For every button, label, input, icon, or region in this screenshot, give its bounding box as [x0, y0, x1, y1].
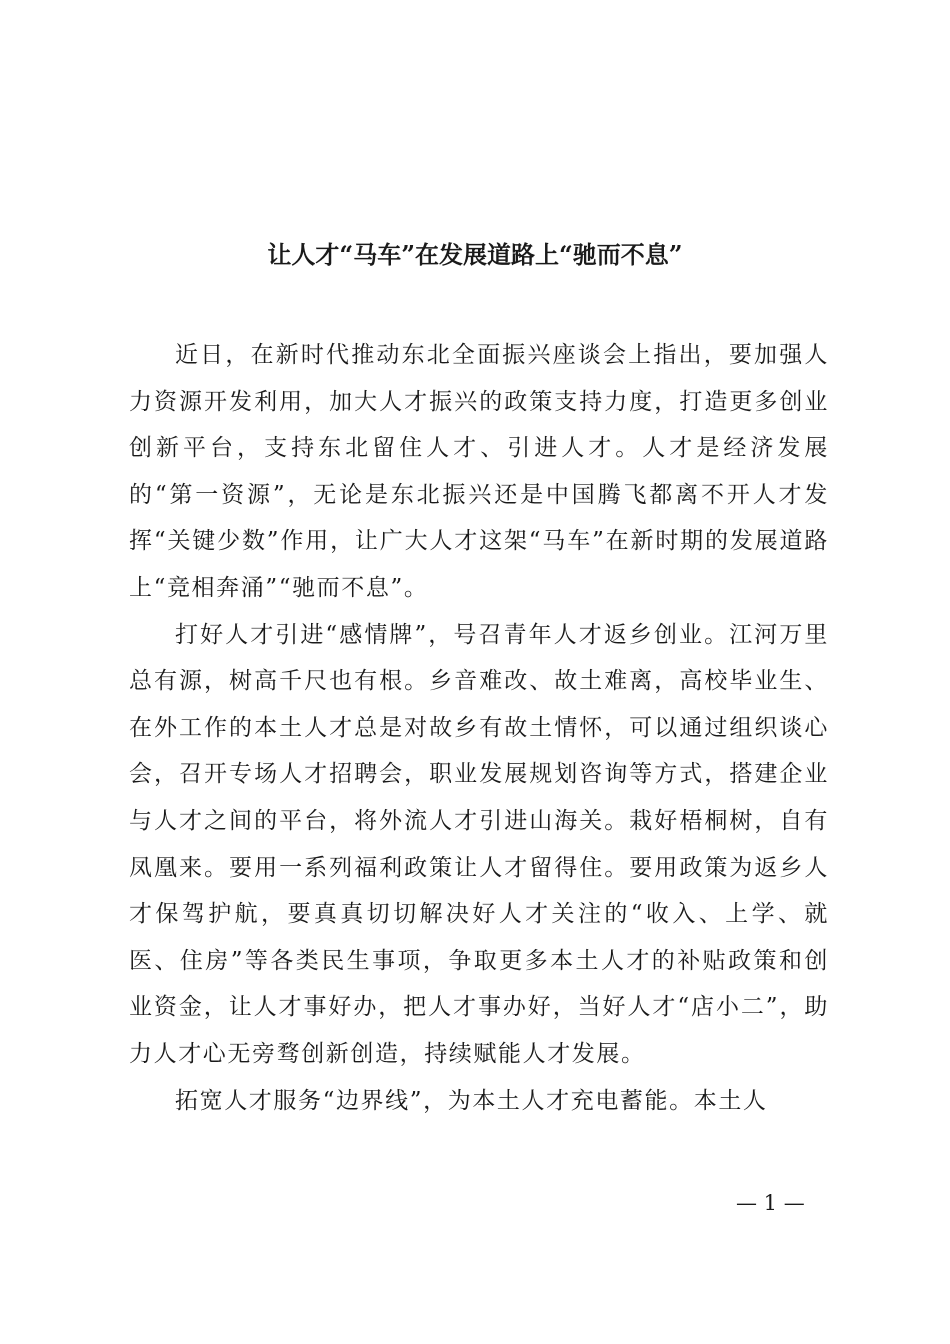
document-body: [129, 332, 829, 1124]
page-number: — 1 —: [736, 1191, 805, 1215]
paragraph-3: 拓宽人才服务“边界线”，为本土人才充电蓄能。本土人: [175, 1087, 768, 1114]
paragraph-1: 近日，在新时代推动东北全面振兴座谈会上指出，要加强人力资源开发利用，加大人才振兴的政策支持力度，打造更多创业创新平台，支持东北留住人才、引进人才。人才是经济发展的“第一资源”，无论是东北振兴还是中国腾飞都离不开人才发挥“关键少数”作用，让广大人才这架“马车”在新时期的发展道路上“竞相奔涌”“驰而不息”。: [129, 342, 829, 601]
document-title: 让人才“马车”在发展道路上“驰而不息”: [267, 240, 683, 269]
paragraph-2: 打好人才引进“感情牌”，号召青年人才返乡创业。江河万里总有源，树高千尺也有根。乡音难改、故土难离，高校毕业生、在外工作的本土人才总是对故乡有故土情怀，可以通过组织谈心会，召开专场人才招聘会，职业发展规划咨询等方式，搭建企业与人才之间的平台，将外流人才引进山海关。栽好梧桐树，自有凤凰来。要用一系列福利政策让人才留得住。要用政策为返乡人才保驾护航，要真真切切解决好人才关注的“收入、上学、就医、住房”等各类民生事项，争取更多本土人才的补贴政策和创业资金，让人才事好办，把人才事办好，当好人才“店小二”，助力人才心无旁骛创新创造，持续赋能人才发展。: [129, 621, 829, 1067]
